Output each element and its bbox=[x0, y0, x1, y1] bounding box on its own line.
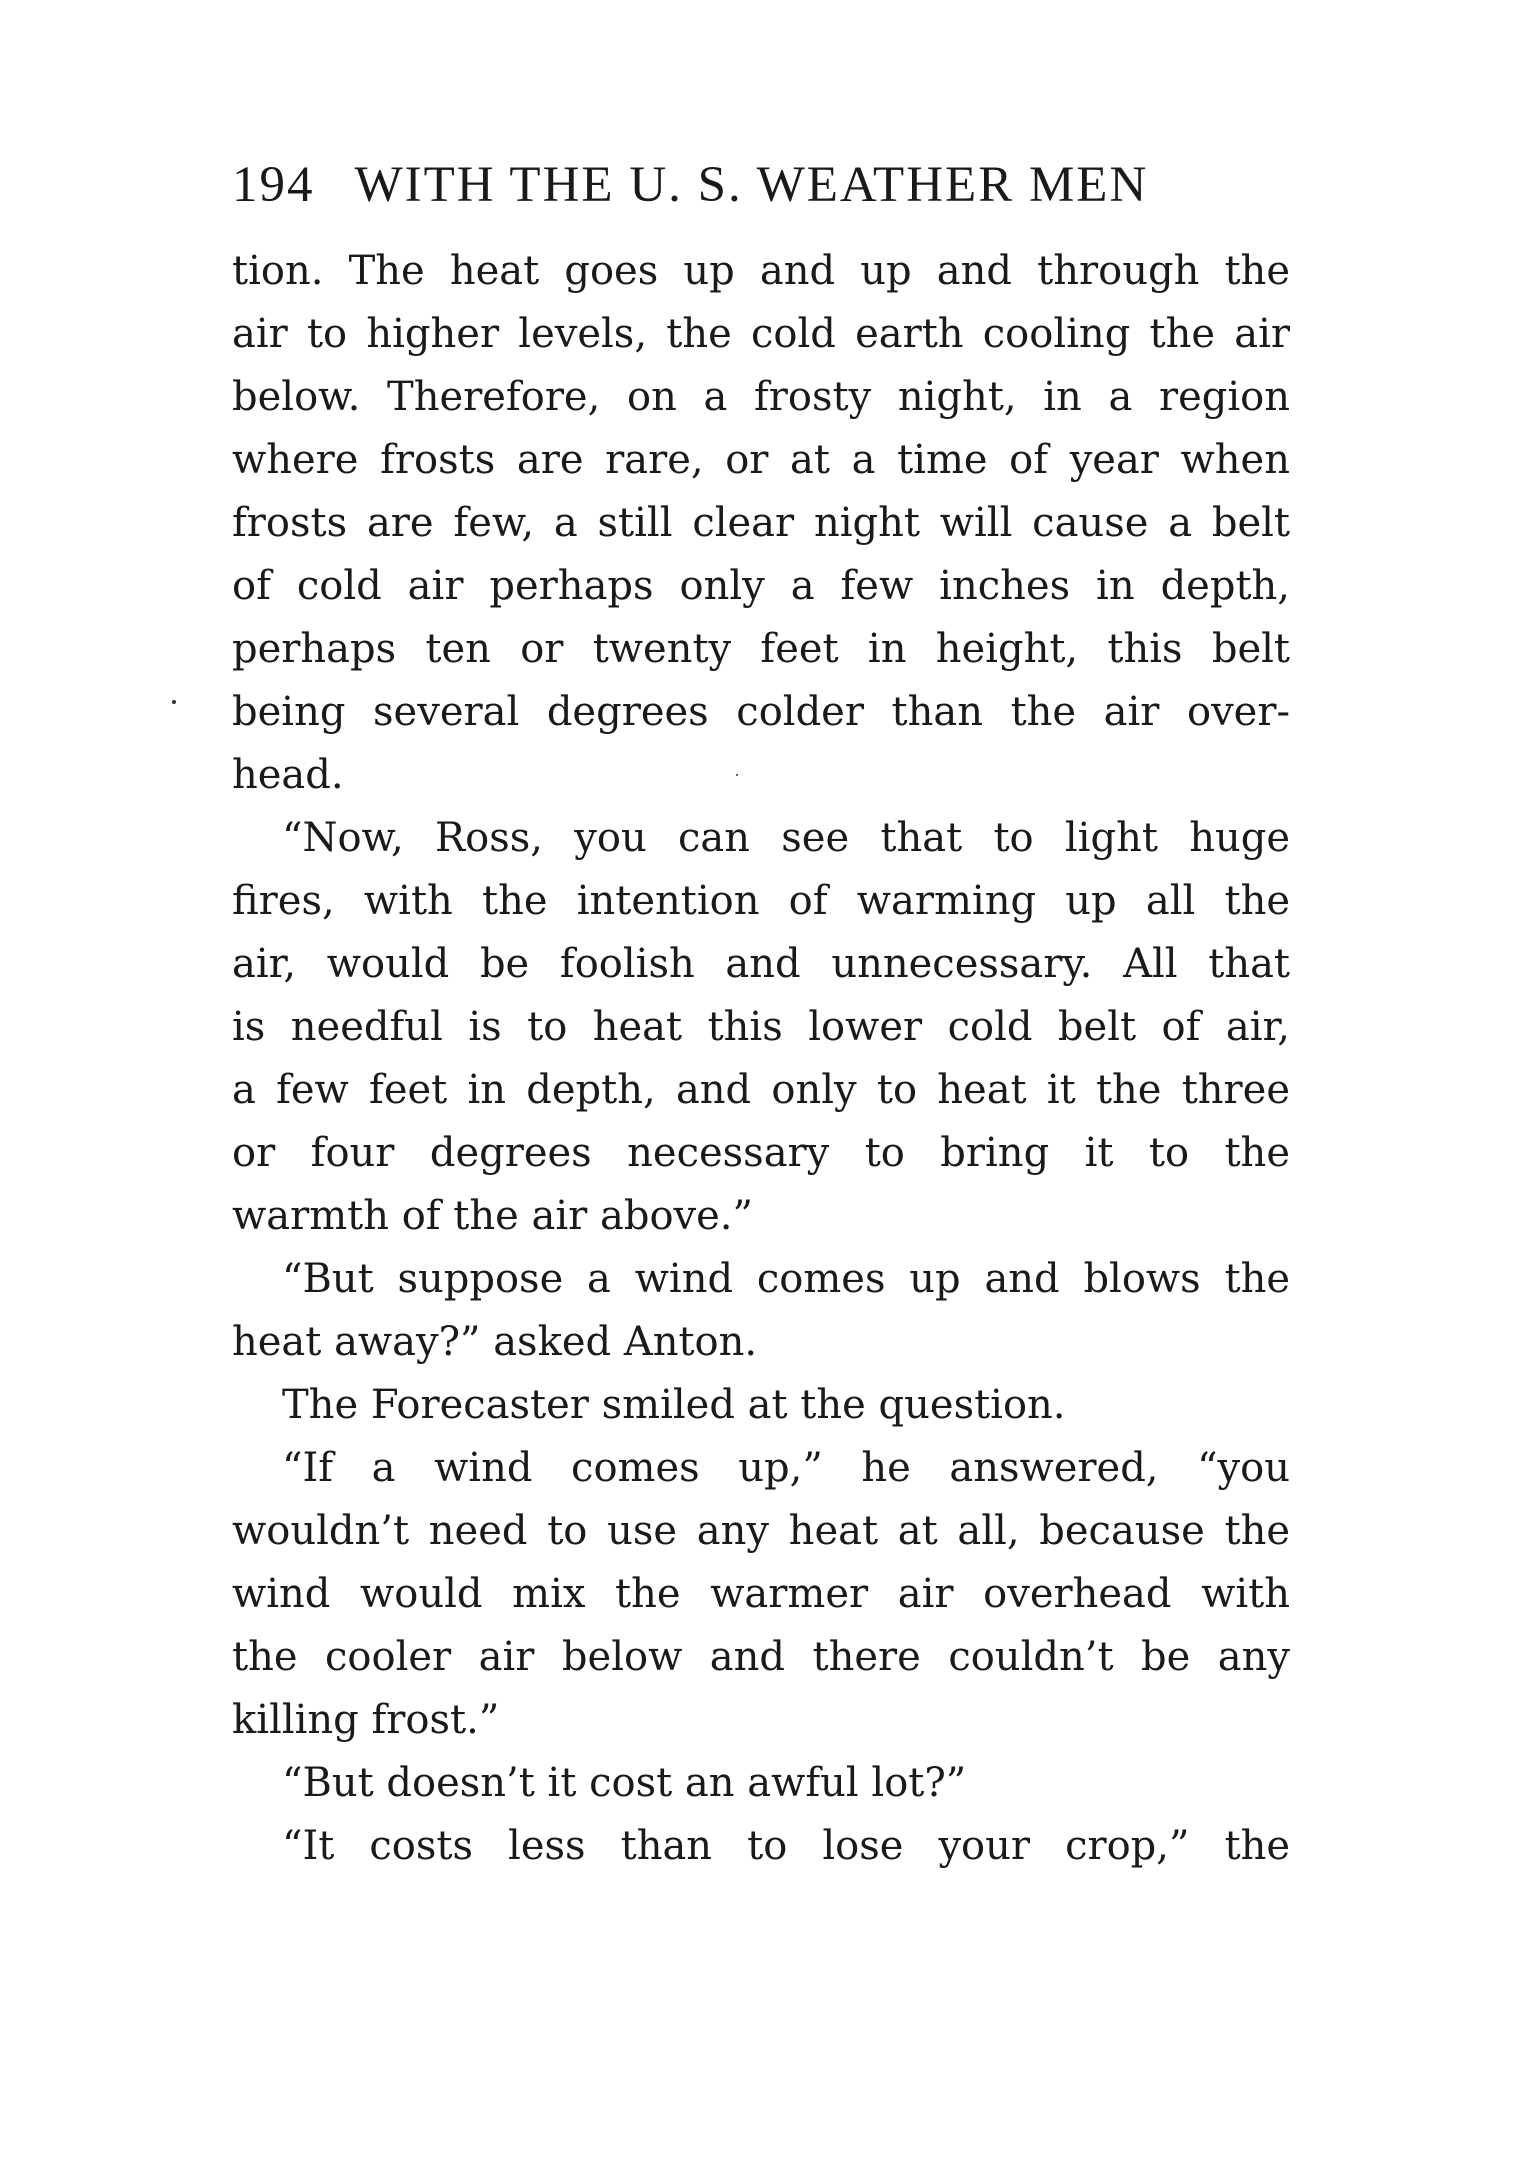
text-line: air to higher levels, the cold earth cooling the air bbox=[232, 311, 1290, 357]
body-text bbox=[232, 240, 1290, 1878]
text-line: frosts are few, a still clear night will cause a belt bbox=[232, 500, 1290, 546]
page-number: 194 bbox=[232, 157, 315, 213]
text-line: “If a wind comes up,” he answered, “you bbox=[282, 1445, 1290, 1491]
text-line: is needful is to heat this lower cold belt of air, bbox=[232, 1004, 1290, 1050]
text-line: a few feet in depth, and only to heat it the three bbox=[232, 1067, 1290, 1113]
text-line: air, would be foolish and unnecessary. All that bbox=[232, 941, 1290, 987]
text-line: “But suppose a wind comes up and blows the bbox=[282, 1256, 1290, 1302]
text-line: or four degrees necessary to bring it to the bbox=[232, 1130, 1290, 1176]
text-line: warmth of the air above.” bbox=[232, 1193, 753, 1239]
text-line: “But doesn’t it cost an awful lot?” bbox=[282, 1760, 967, 1806]
text-line: killing frost.” bbox=[232, 1697, 500, 1743]
text-line: being several degrees colder than the air over- bbox=[232, 689, 1290, 735]
text-line: wind would mix the warmer air overhead with bbox=[232, 1571, 1290, 1617]
text-line: perhaps ten or twenty feet in height, this belt bbox=[232, 626, 1290, 672]
text-line: the cooler air below and there couldn’t be any bbox=[232, 1634, 1290, 1680]
scan-speck bbox=[736, 774, 738, 776]
text-line: fires, with the intention of warming up all the bbox=[232, 878, 1290, 924]
text-line: The Forecaster smiled at the question. bbox=[282, 1382, 1066, 1428]
scan-speck bbox=[172, 700, 176, 704]
text-line: tion. The heat goes up and up and through the bbox=[232, 248, 1290, 294]
text-line: “Now, Ross, you can see that to light huge bbox=[282, 815, 1290, 861]
text-line: “It costs less than to lose your crop,” the bbox=[282, 1823, 1290, 1869]
text-line: below. Therefore, on a frosty night, in a region bbox=[232, 374, 1290, 420]
text-line: wouldn’t need to use any heat at all, because the bbox=[232, 1508, 1290, 1554]
running-head: WITH THE U. S. WEATHER MEN bbox=[354, 157, 1149, 213]
text-line: heat away?” asked Anton. bbox=[232, 1319, 758, 1365]
text-line: head. bbox=[232, 752, 344, 798]
text-line: where frosts are rare, or at a time of year when bbox=[232, 437, 1290, 483]
page-header bbox=[232, 156, 1292, 226]
text-line: of cold air perhaps only a few inches in depth, bbox=[232, 563, 1290, 609]
